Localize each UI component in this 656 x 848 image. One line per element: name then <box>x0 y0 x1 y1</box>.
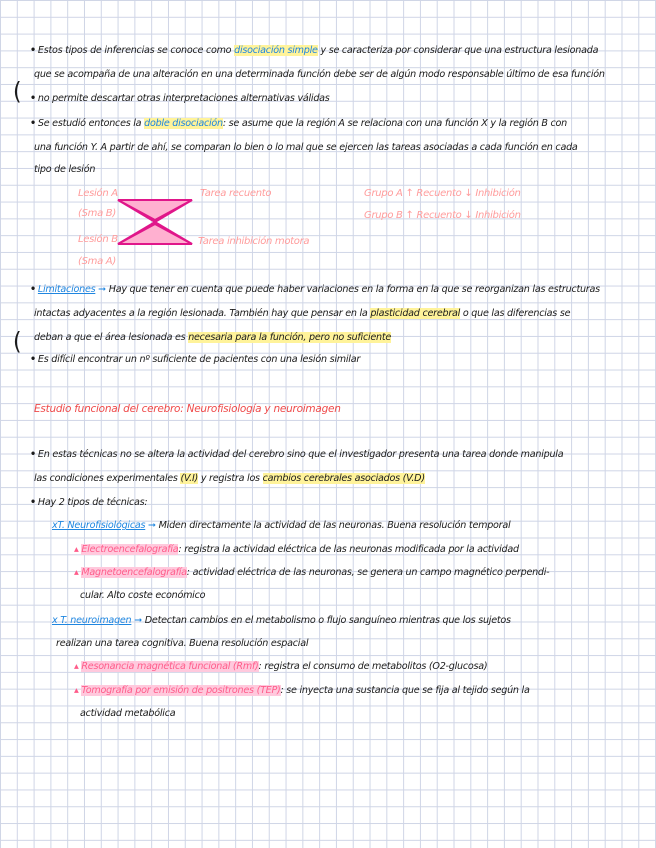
double-dissociation-cross-diagram <box>114 198 196 246</box>
p2-line-3: • Hay 2 tipos de técnicas: <box>30 497 148 508</box>
section-title: Estudio funcional del cerebro: Neurofisiología y neuroimagen <box>34 403 341 415</box>
p1-line-3: • no permite descartar otras interpretaciones alternativas válidas <box>30 93 330 104</box>
pet-term: Tomografía por emisión de positrones (TEP) <box>81 685 281 696</box>
rmf-line: ▴ Resonancia magnética funcional (Rmf): registra el consumo de metabolitos (O2-glucosa) <box>74 661 488 672</box>
p1-line-1: • Estos tipos de inferencias se conoce como disociación simple y se caracteriza por considerar que una estructura lesionada <box>30 45 599 56</box>
meg-line: ▴ Magnetoencefalografía: actividad eléctrica de las neuronas, se genera un campo magnético perpendi- <box>74 567 550 578</box>
limitaciones-line-3: deban a que el área lesionada es necesaria para la función, pero no suficiente <box>34 332 392 343</box>
neuro-line: xT. Neurofisiológicas ➞ Miden directamente la actividad de las neuronas. Buena resolución temporal <box>52 520 511 531</box>
sma-a-label: (Sma A) <box>78 256 116 267</box>
rmf-term: Resonancia magnética funcional (Rmf) <box>81 661 259 672</box>
triangle-bullet-icon: ▴ <box>74 544 82 555</box>
imagen-line: x T. neuroimagen ➞ Detectan cambios en el metabolismo o flujo sanguíneo mientras que los sujetos <box>52 615 511 626</box>
vd-term: cambios cerebrales asociados (V.D) <box>262 473 425 484</box>
sma-b-label: (Sma B) <box>78 208 116 219</box>
meg-line-2: cular. Alto coste económico <box>80 590 206 601</box>
imagen-line-2: realizan una tarea cognitiva. Buena resolución espacial <box>56 638 309 649</box>
disociacion-simple-term: disociación simple <box>234 45 318 56</box>
lesion-a-label: Lesión A <box>78 188 118 199</box>
triangle-bullet-icon-4: ▴ <box>74 685 82 696</box>
left-bracket: ( <box>13 78 22 107</box>
task-top-label: Tarea recuento <box>200 188 272 199</box>
left-bracket-2: ( <box>13 328 22 357</box>
p1-line-4: • Se estudió entonces la doble disociación: se asume que la región A se relaciona con una función X y la región B con <box>30 118 567 129</box>
task-bottom-label: Tarea inhibición motora <box>198 236 310 247</box>
p2-line-1: • En estas técnicas no se altera la actividad del cerebro sino que el investigador presenta una tarea donde manipula <box>30 449 564 460</box>
meg-term: Magnetoencefalografía <box>81 567 187 578</box>
triangle-bullet-icon-2: ▴ <box>74 567 82 578</box>
p1-line-6: tipo de lesión <box>34 164 96 175</box>
neuroimagen-term: x T. neuroimagen <box>52 615 132 626</box>
arrow-right-icon-2: ➞ <box>145 520 156 531</box>
plasticidad-term: plasticidad cerebral <box>370 308 461 319</box>
pet-line: ▴ Tomografía por emisión de positrones (TEP): se inyecta una sustancia que se fija al tejido según la <box>74 685 530 696</box>
lesion-b-label: Lesión B <box>78 234 118 245</box>
group-a-label: Grupo A ↑ Recuento ↓ Inhibición <box>364 188 521 199</box>
limitaciones-line-2: intactas adyacentes a la región lesionada. También hay que pensar en la plasticidad cerebral o que las diferencias se <box>34 308 571 319</box>
p1-line-2: que se acompaña de una alteración en una determinada función debe ser de algún modo responsable último de esa función <box>34 69 605 80</box>
vi-term: (V.I) <box>180 473 199 484</box>
pet-line-2: actividad metabólica <box>80 708 176 719</box>
necesaria-term: necesaria para la función, pero no suficiente <box>188 332 392 343</box>
doble-disociacion-term: doble disociación <box>144 118 223 129</box>
eeg-line: ▴ Electroencefalografía: registra la actividad eléctrica de las neuronas modificada por la actividad <box>74 544 519 555</box>
neurofisiologicas-term: xT. Neurofisiológicas <box>52 520 146 531</box>
limitaciones-line-1: • Limitaciones ➞ Hay que tener en cuenta que puede haber variaciones en la forma en la que se reorganizan las estructuras <box>30 284 600 295</box>
arrow-right-icon: ➞ <box>95 284 106 295</box>
arrow-right-icon-3: ➞ <box>131 615 142 626</box>
limitaciones-term: Limitaciones <box>37 284 96 295</box>
limitaciones-line-4: • Es difícil encontrar un nº suficiente de pacientes con una lesión similar <box>30 354 361 365</box>
triangle-bullet-icon-3: ▴ <box>74 661 82 672</box>
p2-line-2: las condiciones experimentales (V.I) y registra los cambios cerebrales asociados (V.D) <box>34 473 425 484</box>
group-b-label: Grupo B ↑ Recuento ↓ Inhibición <box>364 210 521 221</box>
eeg-term: Electroencefalografía <box>81 544 179 555</box>
p1-line-5: una función Y. A partir de ahí, se comparan lo bien o lo mal que se ejercen las tareas asociadas a cada función en cada <box>34 142 578 153</box>
